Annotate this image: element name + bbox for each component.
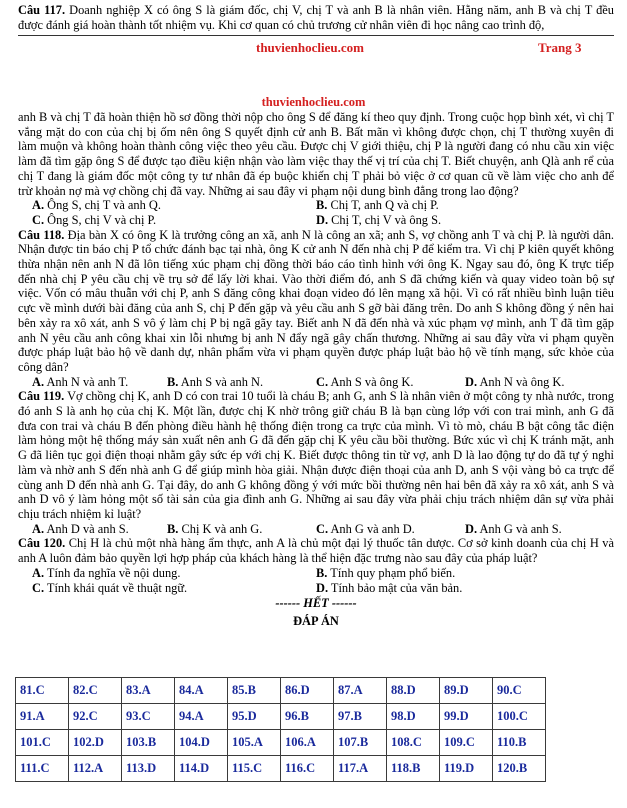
option-a: A. Anh D và anh S. <box>32 521 129 536</box>
question-118 <box>18 228 614 390</box>
options-row <box>18 213 614 228</box>
answer-cell: 115.C <box>228 756 281 782</box>
options-row <box>18 566 614 581</box>
answer-cell: 117.A <box>334 756 387 782</box>
answer-cell: 112.A <box>69 756 122 782</box>
answer-row <box>16 678 546 704</box>
answer-cell: 99.D <box>440 704 493 730</box>
header-site-name: thuvienhoclieu.com <box>256 40 364 55</box>
answer-cell: 83.A <box>122 678 175 704</box>
answer-cell: 88.D <box>387 678 440 704</box>
options-row <box>18 581 614 596</box>
answer-cell: 107.B <box>334 730 387 756</box>
answer-cell: 82.C <box>69 678 122 704</box>
answer-cell: 118.B <box>387 756 440 782</box>
options-row <box>18 198 614 213</box>
option-c: C. Tính khái quát về thuật ngữ. <box>32 580 188 595</box>
option-b: B. Chị K và anh G. <box>167 521 263 536</box>
option-a: A. Tính đa nghĩa về nội dung. <box>32 565 181 580</box>
answer-cell: 111.C <box>16 756 69 782</box>
answer-cell: 96.B <box>281 704 334 730</box>
option-b: B. Chị T, anh Q và chị P. <box>316 198 439 213</box>
question-label: Câu 118. <box>18 227 65 242</box>
question-117-fragment <box>18 3 614 33</box>
answer-table <box>15 677 546 782</box>
answer-cell: 97.B <box>334 704 387 730</box>
answer-row <box>16 730 546 756</box>
option-c: C. Anh S và ông K. <box>316 374 414 389</box>
answer-cell: 116.C <box>281 756 334 782</box>
answer-cell: 94.A <box>175 704 228 730</box>
answer-cell: 92.C <box>69 704 122 730</box>
answer-cell: 114.D <box>175 756 228 782</box>
answer-cell: 84.A <box>175 678 228 704</box>
answer-cell: 119.D <box>440 756 493 782</box>
option-b: B. Anh S và anh N. <box>167 374 264 389</box>
answer-cell: 109.C <box>440 730 493 756</box>
answer-cell: 102.D <box>69 730 122 756</box>
answer-row <box>16 704 546 730</box>
answer-cell: 110.B <box>493 730 546 756</box>
option-d: D. Anh N và ông K. <box>465 374 565 389</box>
answer-cell: 90.C <box>493 678 546 704</box>
question-label: Câu 119. <box>18 389 65 404</box>
answer-cell: 98.D <box>387 704 440 730</box>
end-marker: ------ HẾT ------ <box>275 596 357 611</box>
question-label: Câu 117. <box>18 3 66 17</box>
answer-cell: 104.D <box>175 730 228 756</box>
option-a: A. Anh N và anh T. <box>32 374 129 389</box>
options-row <box>18 375 614 390</box>
main-content <box>18 110 614 629</box>
answer-cell: 95.D <box>228 704 281 730</box>
answer-cell: 89.D <box>440 678 493 704</box>
question-text: Chị H là chủ một nhà hàng ẩm thực, anh A là chủ một đại lý thuốc tân dược. Cơ sở kinh doanh của chị H và anh A luôn đảm bảo quyền lợi hợp pháp của khách hàng là thể hiện đặc trưng nào sau đây của pháp luật? <box>18 536 614 566</box>
answer-cell: 93.C <box>122 704 175 730</box>
options-row <box>18 522 614 537</box>
page-divider <box>18 35 614 36</box>
option-c: C. Ông S, chị V và chị P. <box>32 212 157 227</box>
option-d: D. Tính bảo mật của văn bản. <box>316 580 463 595</box>
question-117-continued <box>18 110 614 228</box>
question-text: Doanh nghiệp X có ông S là giám đốc, chị V, chị T và anh B là nhân viên. Hằng năm, anh B và chị T đều được đánh giá hoàn thành tốt nhiệm vụ. Khi cơ quan có chủ trương cử nhân viên đi học nâng cao trình độ, <box>18 3 614 32</box>
answer-cell: 108.C <box>387 730 440 756</box>
answer-cell: 106.A <box>281 730 334 756</box>
watermark-site-name: thuvienhoclieu.com <box>261 95 366 109</box>
answer-cell: 85.B <box>228 678 281 704</box>
answer-cell: 120.B <box>493 756 546 782</box>
option-b: B. Tính quy phạm phổ biến. <box>316 565 456 580</box>
option-a: A. Ông S, chị T và anh Q. <box>32 198 161 213</box>
answer-cell: 105.A <box>228 730 281 756</box>
question-text: Vợ chồng chị K, anh D có con trai 10 tuổi là cháu B; anh G, anh S là nhân viên ở một công ty nhà nước, trong đó anh S là anh họ của chị K. Một lần, được chị K nhờ trông giữ cháu B là bạn cùng lớp với con trai mình, anh G đã đưa con trai và cháu B đến phòng điều hành hệ thống điện trong ca trực của mình. Vì tò mò, cháu B bật công tắc điện làm hỏng một hệ thống máy sản xuất nên anh G đã đến gặp chị K yêu cầu bồi thường. Bức xúc vì chị K tránh mặt, anh G đã liên tục gọi điện thoại nhằm gây sức ép với chị K. Biết được thông tin từ vợ, anh D là lao động tự do đã tự ý nghỉ làm và nhờ anh S đến nhà anh G để giúp mình hòa giải. Nhận được điện thoại của anh D, anh S vội vàng bỏ ca trực để cùng anh D đến nhà anh G. Tại đây, do anh G không đồng ý với mức bồi thường nên hai bên đã xảy ra xô xát, anh S và anh D vô ý làm hỏng một số tài sản của gia đình anh G. Những ai sau đây vừa phải chịu trách nhiệm dân sự vừa phải chịu trách nhiệm kỉ luật? <box>18 389 614 521</box>
answer-cell: 87.A <box>334 678 387 704</box>
question-119 <box>18 389 614 536</box>
answer-cell: 91.A <box>16 704 69 730</box>
answer-cell: 100.C <box>493 704 546 730</box>
option-c: C. Anh G và anh D. <box>316 521 415 536</box>
header-page-number: Trang 3 <box>538 40 582 55</box>
question-text: anh B và chị T đã hoàn thiện hồ sơ đồng thời nộp cho ông S để đăng kí theo quy định. Trong cuộc họp bình xét, vì chị T vắng mặt do con của chị bị ốm nên ông S quyết định cử anh B. Bất mãn vì không được chọn, chị T thường xuyên đi làm muộn và không hoàn thành công việc theo yêu cầu. Được chị V giới thiệu, chị P là người đang có nhu cầu xin việc làm đã tìm gặp ông S để được tạo điều kiện nhận vào làm việc thay thế vị trí của chị T. Biết chuyện, anh Qlà anh rể của chị T đang là giám đốc một công ty tư nhân đã ép buộc khiến chị T phải bỏ việc ở cơ quan cũ về làm việc cho anh để trừ khoản nợ mà vợ chồng chị đã vay. Những ai sau đây vi phạm nội dung bình đẳng trong lao động? <box>18 110 614 198</box>
question-120 <box>18 536 614 595</box>
answer-cell: 81.C <box>16 678 69 704</box>
question-text: Địa bàn X có ông K là trưởng công an xã, anh N là công an xã; anh S, vợ chồng anh T và chị P. là người dân. Nhận được tin báo chị P tổ chức đánh bạc tại nhà, ông K cử anh N đến nhà chị P để kiểm tra. Vì chị P kiên quyết không thừa nhận nên anh N đã lôn tiếng xúc phạm chị đồng thời báo cáo tình hình với ông K. Ngay sau đó, ông K trực tiếp đến nhà chị P yêu cầu chị về trụ sở để lấy lời khai. Vào thời điểm đó, anh S đã chứng kiến và quay video toàn bộ sự việc. Vốn có mâu thuẫn với chị P, anh S đăng công khai đoạn video đó lên mạng xã hội. Vì có rất nhiều bình luận tiêu cực về mình dưới bài đăng của anh S, chị P đến gặp và yêu cầu anh S gỡ bài đăng trên. Do anh S không đồng ý nên hai bên xảy ra xô xát, anh S vô ý làm chị P bị ngã gãy tay. Biết anh N đã đến nhà và xúc phạm vợ mình, anh T đã tìm gặp anh N yêu cầu anh công khai xin lỗi nhưng bị anh N đẩy ngã gây chấn thương. Những ai sau đây vừa vi phạm quyền được pháp luật bảo hộ về danh dự, nhân phẩm vừa vi phạm quyền được pháp luật bảo hộ về tính mạng, sức khỏe của công dân? <box>18 227 614 374</box>
answer-row <box>16 756 546 782</box>
option-d: D. Anh G và anh S. <box>465 521 562 536</box>
answer-cell: 103.B <box>122 730 175 756</box>
answer-cell: 113.D <box>122 756 175 782</box>
option-d: D. Chị T, chị V và ông S. <box>316 212 442 227</box>
answers-title: ĐÁP ÁN <box>293 613 339 628</box>
question-label: Câu 120. <box>18 536 66 551</box>
answer-cell: 101.C <box>16 730 69 756</box>
answer-cell: 86.D <box>281 678 334 704</box>
